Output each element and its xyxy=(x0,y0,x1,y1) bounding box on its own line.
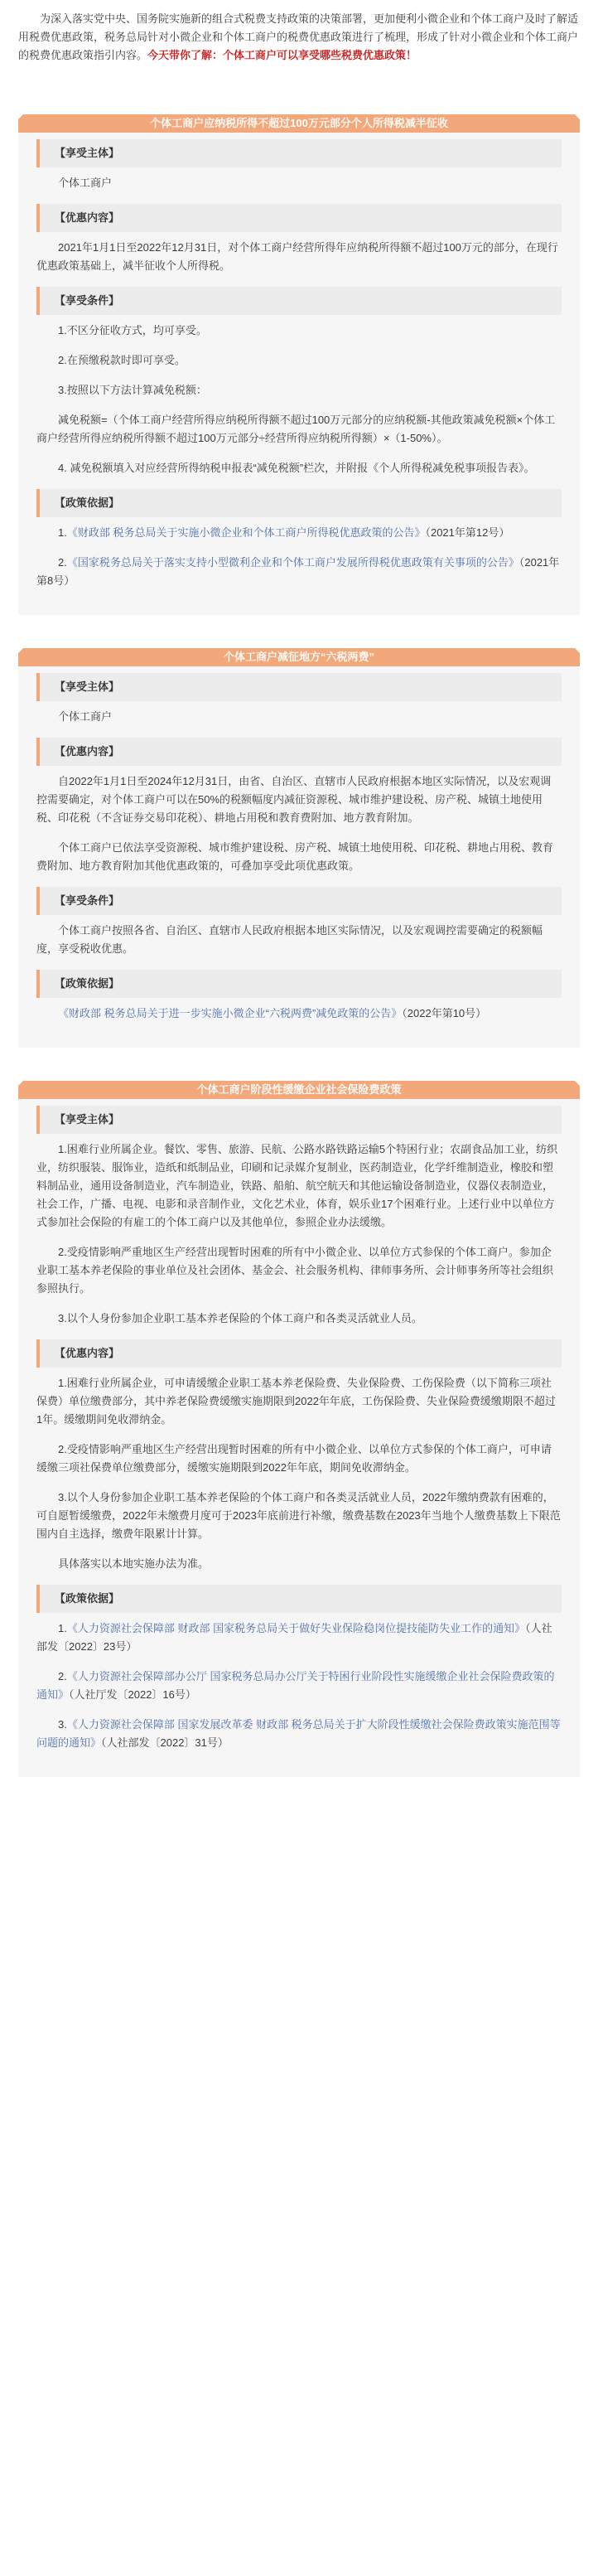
content-text: 2.受疫情影响严重地区生产经营出现暂时困难的所有中小微企业、以单位方式参保的个体工商户，可申请缓缴三项社保费单位缴费部分，缓缴实施期限到2022年年底，期间免收滞纳金。 xyxy=(36,1443,552,1474)
policy-link[interactable]: 《财政部 税务总局关于进一步实施小微企业“六税两费”减免政策的公告》 xyxy=(58,1007,403,1019)
basis-item-1 xyxy=(36,1005,562,1023)
section-spacer xyxy=(0,615,598,648)
basis-doc-number: （2021年第12号） xyxy=(425,526,510,539)
basis-doc-number: （2022年第10号） xyxy=(402,1007,487,1019)
basis-number: 1. xyxy=(58,526,67,539)
policy-link[interactable]: 《人力资源社会保障部办公厅 国家税务总局办公厅关于特困行业阶段性实施缓缴企业社会保险费政策的通知》 xyxy=(36,1670,555,1701)
policy-link[interactable]: 《人力资源社会保障部 国家发展改革委 财政部 税务总局关于扩大阶段性缓缴社会保险费政策实施范围等问题的通知》 xyxy=(36,1718,561,1749)
basis-number: 2. xyxy=(58,556,67,569)
subheading-basis: 【政策依据】 xyxy=(36,1585,562,1613)
subheading-subject: 【享受主体】 xyxy=(36,139,562,167)
subheading-content: 【优惠内容】 xyxy=(36,738,562,766)
intro-highlight: 今天带你了解：个体工商户可以享受哪些税费优惠政策！ xyxy=(147,49,417,61)
condition-3: 3.按照以下方法计算减免税额： xyxy=(58,384,207,396)
basis-number: 2. xyxy=(58,1670,67,1683)
intro-text: 为深入落实党中央、国务院实施新的组合式税费支持政策的决策部署，更加便利小微企业和个体工商户及时了解适用税费优惠政策，税务总局针对小微企业和个体工商户的税费优惠政策进行了梳理，形成了针对小微企业和个体工商户的税费优惠政策指引内容。 xyxy=(18,12,579,61)
basis-doc-number: （人社厅发〔2022〕16号） xyxy=(69,1688,196,1701)
section-income-tax xyxy=(18,114,580,615)
policy-link[interactable]: 《人力资源社会保障部 财政部 国家税务总局关于做好失业保险稳岗位提技能防失业工作的通知》 xyxy=(66,1622,526,1634)
condition-4: 4. 减免税额填入对应经营所得纳税申报表“减免税额”栏次，并附报《个人所得税减免税事项报告表》。 xyxy=(58,462,535,474)
condition-2: 2.在预缴税款时即可享受。 xyxy=(58,354,186,366)
content-text: 2021年1月1日至2022年12月31日，对个体工商户经营所得年应纳税所得额不超过100万元的部分，在现行优惠政策基础上，减半征收个人所得税。 xyxy=(36,241,558,272)
subject-text: 个体工商户 xyxy=(58,177,113,189)
condition-text: 个体工商户按照各省、自治区、直辖市人民政府根据本地区实际情况，以及宏观调控需要确定的税额幅度，享受税收优惠。 xyxy=(36,924,543,955)
policy-link[interactable]: 《国家税务总局关于落实支持小型微利企业和个体工商户发展所得税优惠政策有关事项的公告》 xyxy=(66,556,519,569)
subject-text: 个体工商户 xyxy=(58,710,113,723)
subheading-conditions: 【享受条件】 xyxy=(36,887,562,915)
section-spacer xyxy=(0,1048,598,1081)
content-text: 自2022年1月1日至2024年12月31日，由省、自治区、直辖市人民政府根据本地区实际情况，以及宏观调控需要确定，对个体工商户可以在50%的税额幅度内减征资源税、城市维护建设税、房产税、城镇土地使用税、印花税（不含证券交易印花税）、耕地占用税和教育费附加、地方教育附加。 xyxy=(36,775,552,824)
section-header xyxy=(18,1081,580,1099)
basis-item-2 xyxy=(36,554,562,590)
basis-item-1 xyxy=(36,524,562,542)
basis-doc-number: （2021年第8号） xyxy=(36,556,560,587)
content-text: 个体工商户已依法享受资源税、城市维护建设税、房产税、城镇土地使用税、印花税、耕地占用税、教育费附加、地方教育附加其他优惠政策的，可叠加享受此项优惠政策。 xyxy=(36,841,554,872)
subheading-subject: 【享受主体】 xyxy=(36,673,562,701)
section-title: 个体工商户阶段性缓缴企业社会保险费政策 xyxy=(18,1081,580,1099)
section-title: 个体工商户减征地方“六税两费” xyxy=(18,648,580,666)
basis-item-3 xyxy=(36,1716,562,1752)
subheading-subject: 【享受主体】 xyxy=(36,1106,562,1134)
subheading-basis: 【政策依据】 xyxy=(36,970,562,998)
subheading-content: 【优惠内容】 xyxy=(36,204,562,232)
subheading-content: 【优惠内容】 xyxy=(36,1339,562,1368)
basis-doc-number: （人社部发〔2022〕23号） xyxy=(36,1622,552,1653)
content-text: 1.困难行业所属企业，可申请缓缴企业职工基本养老保险费、失业保险费、工伤保险费（以下简称三项社保费）单位缴费部分，其中养老保险费缓缴实施期限到2022年年底，工伤保险费、失业保险费缓缴期限不超过1年。缓缴期间免收滞纳金。 xyxy=(36,1377,556,1426)
intro-paragraph xyxy=(0,0,598,108)
content-text: 3.以个人身份参加企业职工基本养老保险的个体工商户和各类灵活就业人员，2022年缴纳费款有困难的，可自愿暂缓缴费，2022年未缴费月度可于2023年底前进行补缴，缴费基数在2023年当地个人缴费基数上下限范围内自主选择，缴费年限累计计算。 xyxy=(36,1491,561,1540)
subject-text: 1.困难行业所属企业。餐饮、零售、旅游、民航、公路水路铁路运输5个特困行业；农副食品加工业，纺织业，纺织服装、服饰业，造纸和纸制品业，印刷和记录媒介复制业，医药制造业，化学纤维制造业，橡胶和塑料制品业，通用设备制造业，汽车制造业，铁路、船舶、航空航天和其他运输设备制造业，仪器仪表制造业，社会工作，广播、电视、电影和录音制作业，文化艺术业，体育，娱乐业17个困难行业。上述行业中以单位方式参加社会保险的有雇工的个体工商户以及其他单位，参照企业办法缓缴。 xyxy=(36,1143,558,1228)
basis-number: 3. xyxy=(58,1718,67,1731)
basis-number: 1. xyxy=(58,1622,67,1634)
subject-text: 2.受疫情影响严重地区生产经营出现暂时困难的所有中小微企业、以单位方式参保的个体工商户。参加企业职工基本养老保险的事业单位及社会团体、基金会、社会服务机构、律师事务所、会计师事务所等社会组织参照执行。 xyxy=(36,1246,554,1295)
subheading-basis: 【政策依据】 xyxy=(36,489,562,517)
subject-text: 3.以个人身份参加企业职工基本养老保险的个体工商户和各类灵活就业人员。 xyxy=(58,1312,422,1324)
formula-text: 减免税额=（个体工商户经营所得应纳税所得额不超过100万元部分的应纳税额-其他政策减免税额×个体工商户经营所得应纳税所得额不超过100万元部分÷经营所得应纳税所得额）×（1-50%）。 xyxy=(36,414,556,444)
section-title: 个体工商户应纳税所得不超过100万元部分个人所得税减半征收 xyxy=(18,114,580,133)
policy-link[interactable]: 《财政部 税务总局关于实施小微企业和个体工商户所得税优惠政策的公告》 xyxy=(66,526,426,539)
subheading-conditions: 【享受条件】 xyxy=(36,287,562,315)
basis-item-1 xyxy=(36,1620,562,1656)
section-header xyxy=(18,648,580,666)
section-social-insurance xyxy=(18,1081,580,1777)
content-text: 具体落实以本地实施办法为准。 xyxy=(58,1557,210,1570)
condition-1: 1.不区分征收方式，均可享受。 xyxy=(58,324,207,337)
section-six-taxes xyxy=(18,648,580,1048)
basis-doc-number: （人社部发〔2022〕31号） xyxy=(101,1736,229,1749)
section-header xyxy=(18,114,580,133)
basis-item-2 xyxy=(36,1668,562,1704)
